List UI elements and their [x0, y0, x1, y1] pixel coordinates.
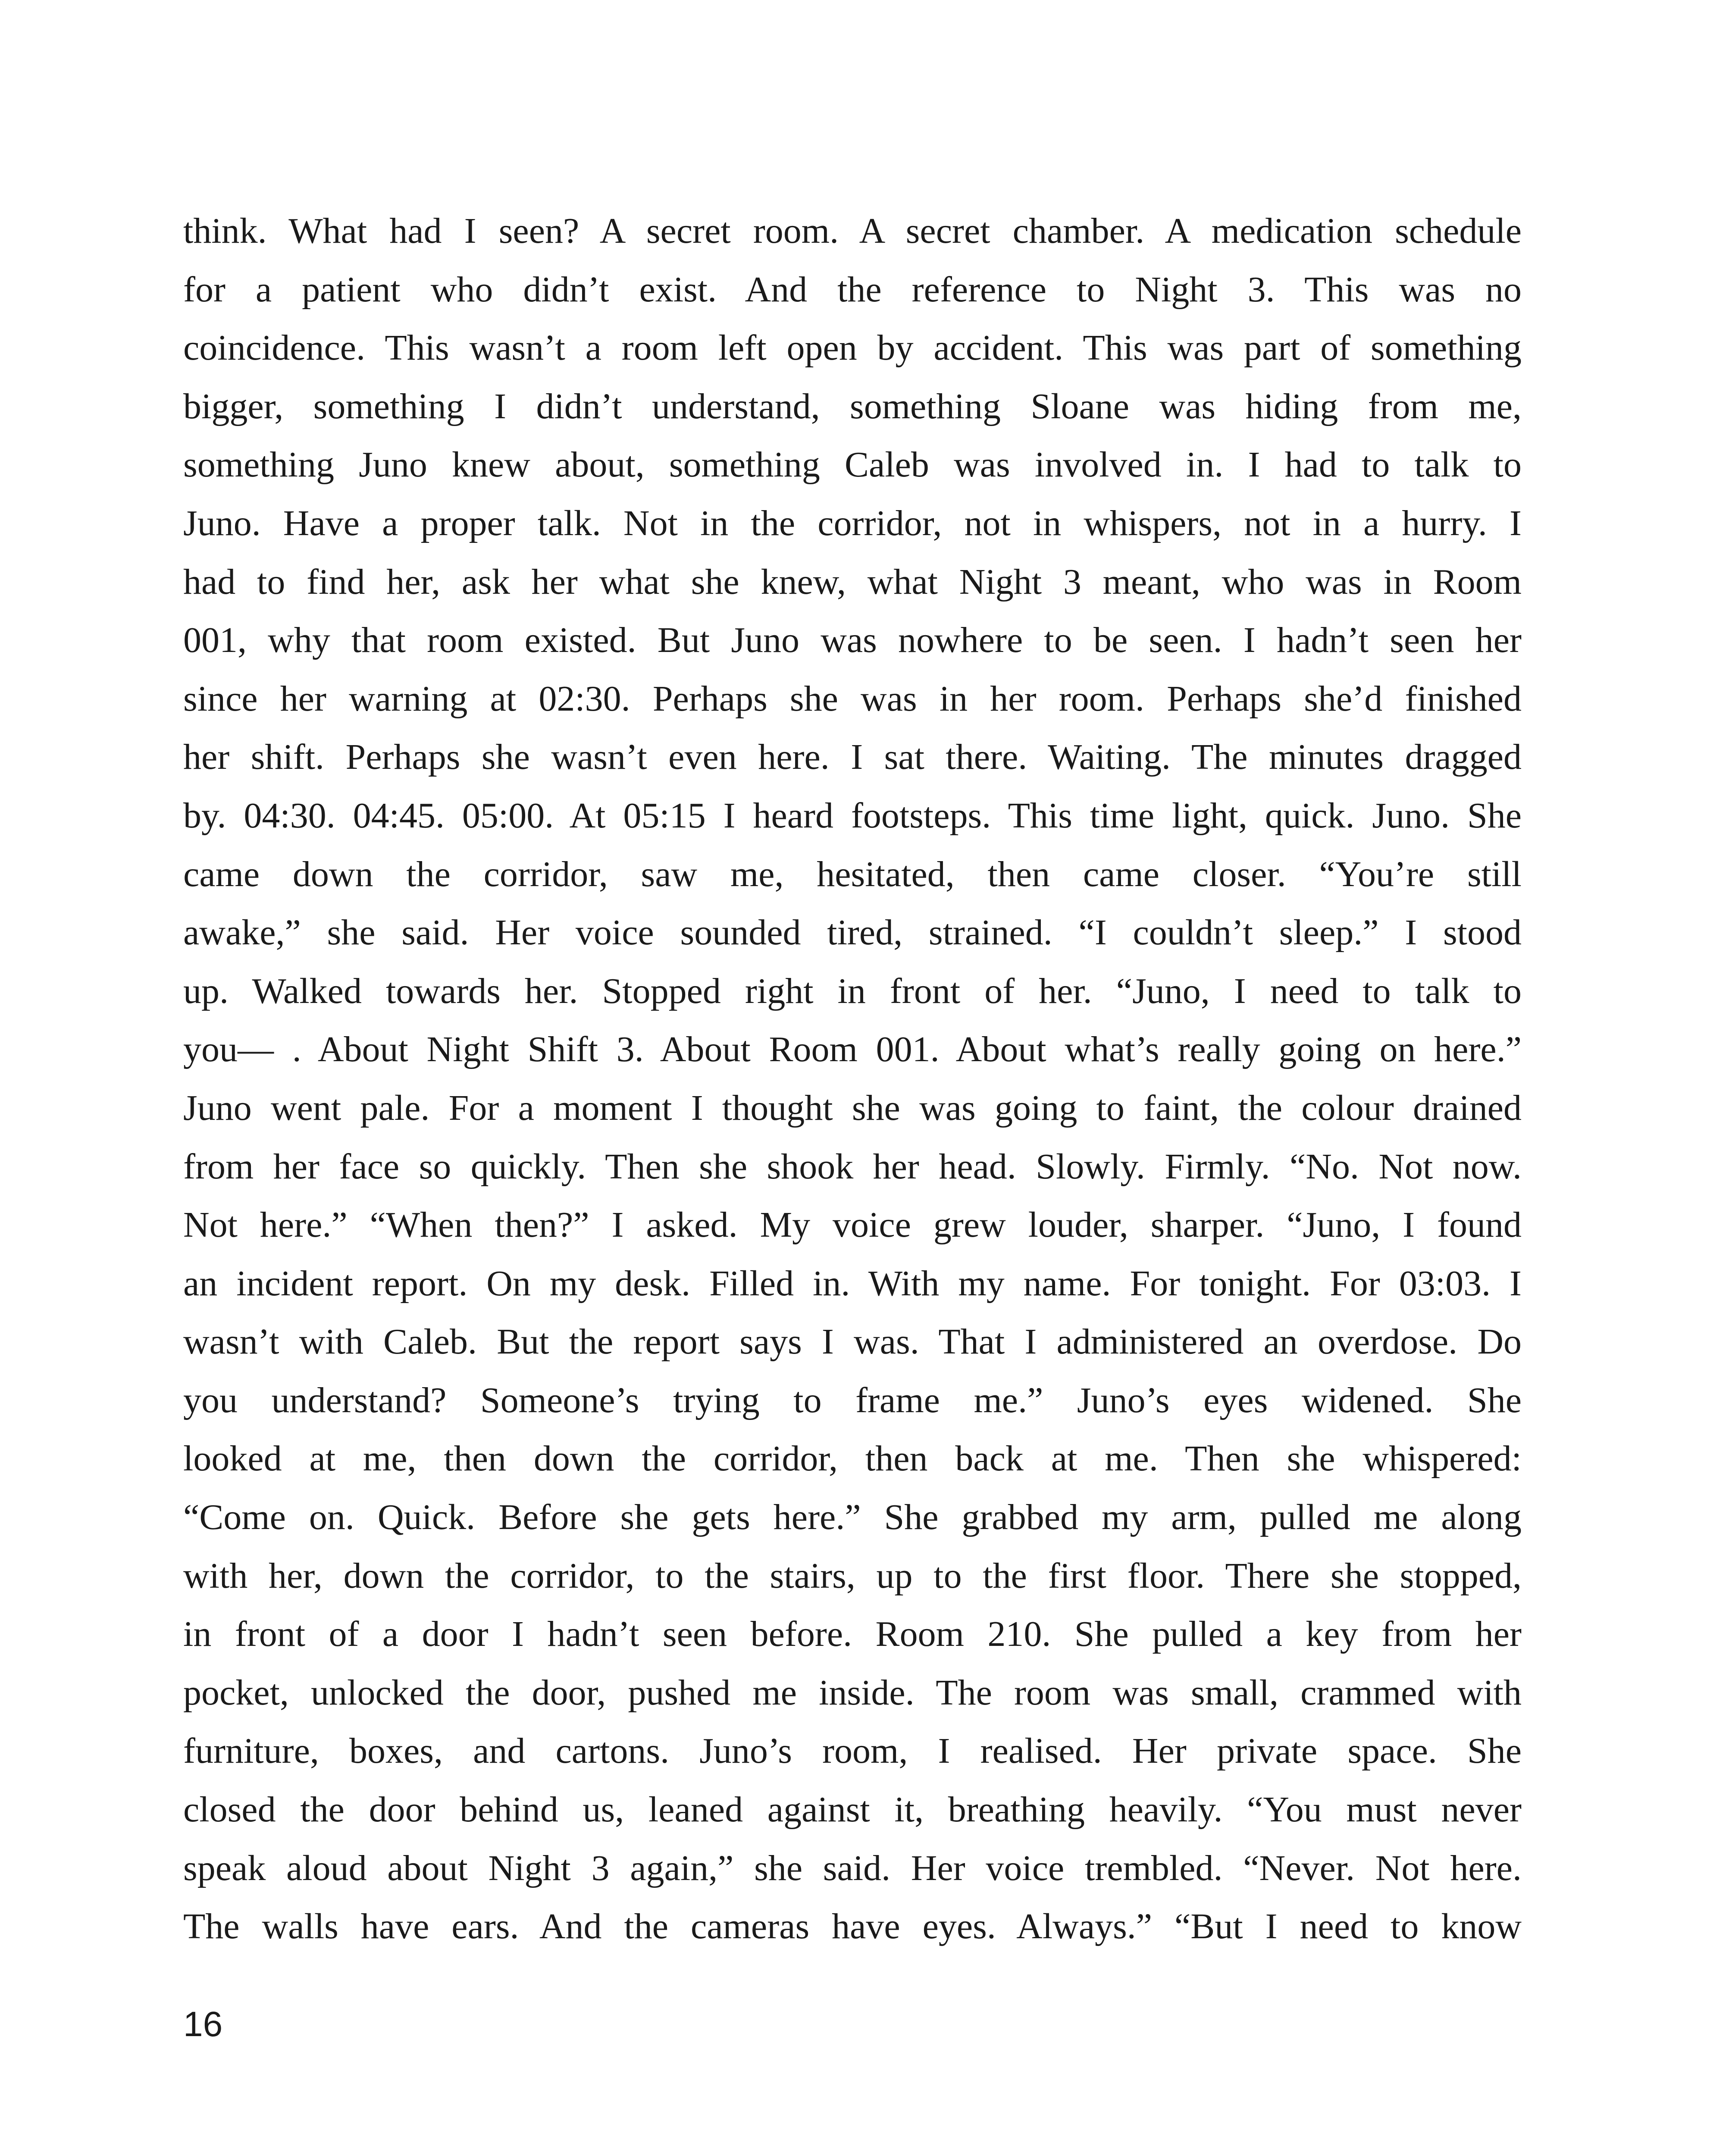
text-line: awake,” she said. Her voice sounded tired, strained. “I couldn’t sleep.” I stood: [183, 912, 1522, 953]
text-line: wasn’t with Caleb. But the report says I was. That I administered an overdose. Do: [183, 1322, 1522, 1362]
text-line: 001, why that room existed. But Juno was nowhere to be seen. I hadn’t seen her: [183, 620, 1522, 661]
page-number: 16: [183, 2005, 223, 2044]
text-line: coincidence. This wasn’t a room left open by accident. This was part of something: [183, 328, 1522, 368]
text-line: something Juno knew about, something Caleb was involved in. I had to talk to: [183, 445, 1522, 485]
text-line: furniture, boxes, and cartons. Juno’s room, I realised. Her private space. She: [183, 1731, 1522, 1771]
text-line: speak aloud about Night 3 again,” she said. Her voice trembled. “Never. Not here.: [183, 1848, 1522, 1888]
text-line: you— . About Night Shift 3. About Room 001. About what’s really going on here.”: [183, 1029, 1522, 1070]
text-line: Not here.” “When then?” I asked. My voice grew louder, sharper. “Juno, I found: [183, 1205, 1522, 1245]
text-line: bigger, something I didn’t understand, something Sloane was hiding from me,: [183, 386, 1522, 426]
text-line: Juno went pale. For a moment I thought she was going to faint, the colour drained: [183, 1087, 1522, 1128]
text-line: The walls have ears. And the cameras have eyes. Always.” “But I need to know: [183, 1906, 1522, 1947]
text-line: up. Walked towards her. Stopped right in front of her. “Juno, I need to talk to: [183, 971, 1522, 1011]
text-line: looked at me, then down the corridor, then back at me. Then she whispered:: [183, 1438, 1522, 1479]
text-line: since her warning at 02:30. Perhaps she was in her room. Perhaps she’d finished: [183, 678, 1522, 719]
text-line: “Come on. Quick. Before she gets here.” She grabbed my arm, pulled me along: [183, 1497, 1522, 1538]
text-line: pocket, unlocked the door, pushed me inside. The room was small, crammed with: [183, 1672, 1522, 1713]
text-line: in front of a door I hadn’t seen before. Room 210. She pulled a key from her: [183, 1614, 1522, 1655]
text-line: think. What had I seen? A secret room. A secret chamber. A medication schedule: [183, 211, 1522, 251]
text-line: had to find her, ask her what she knew, what Night 3 meant, who was in Room: [183, 561, 1522, 602]
text-line: her shift. Perhaps she wasn’t even here. I sat there. Waiting. The minutes dragged: [183, 737, 1522, 777]
text-line: with her, down the corridor, to the stairs, up to the first floor. There she stopped,: [183, 1555, 1522, 1596]
text-line: by. 04:30. 04:45. 05:00. At 05:15 I heard footsteps. This time light, quick. Juno. She: [183, 795, 1522, 836]
text-line: came down the corridor, saw me, hesitated, then came closer. “You’re still: [183, 854, 1522, 894]
body-paragraph: [183, 202, 1522, 1956]
text-line: closed the door behind us, leaned against it, breathing heavily. “You must never: [183, 1789, 1522, 1830]
text-line: from her face so quickly. Then she shook her head. Slowly. Firmly. “No. Not now.: [183, 1146, 1522, 1187]
text-line: Juno. Have a proper talk. Not in the corridor, not in whispers, not in a hurry. I: [183, 503, 1522, 543]
text-line: you understand? Someone’s trying to frame me.” Juno’s eyes widened. She: [183, 1380, 1522, 1420]
text-line: an incident report. On my desk. Filled in. With my name. For tonight. For 03:03. I: [183, 1263, 1522, 1304]
text-line: for a patient who didn’t exist. And the reference to Night 3. This was no: [183, 269, 1522, 310]
